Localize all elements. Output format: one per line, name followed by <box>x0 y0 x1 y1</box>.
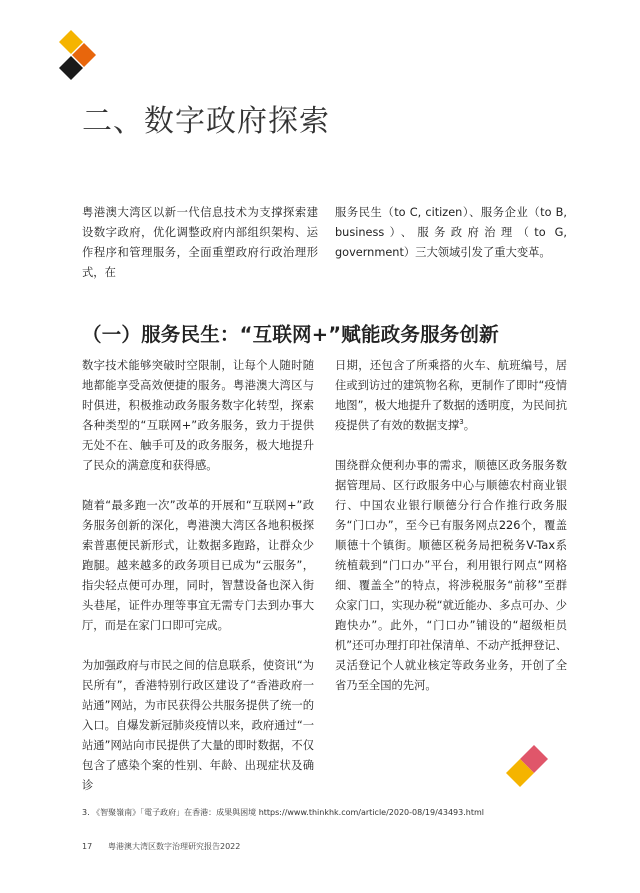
paragraph: 随着“最多跑一次”改革的开展和“互联网+”政务服务创新的深化，粤港澳大湾区各地积极探索普惠便民新形式，让数据多跑路，让群众少跑腿。越来越多的政务项目已成为“云服务”，指尖轻点便可办理，同时，智慧设备也深入街头巷尾，证件办理等事宜无需专门去到办事大厅，而是在家门口即可完成。 <box>82 499 314 632</box>
corner-logo-icon <box>55 30 100 90</box>
paragraph: 为加强政府与市民之间的信息联系，使资讯“为民所有”，香港特别行政区建设了“香港政府一站通”网站，为市民获得公共服务提供了统一的入口。自爆发新冠肺炎疫情以来，政府通过“一站通”网站向市民提供了大量的即时数据，不仅包含了感染个案的性别、年龄、出现症状及确诊 <box>82 659 314 792</box>
left-column <box>82 356 314 816</box>
paragraph <box>335 356 567 436</box>
intro-paragraph-left: 粤港澳大湾区以新一代信息技术为支撑探索建设数字政府，优化调整政府内部组织架构、运作程序和管理服务，全面重塑政府行政治理形式，在 <box>82 206 318 279</box>
corner-decoration-icon <box>504 745 552 790</box>
page-number: 17 <box>82 842 93 851</box>
paragraph-end: 。 <box>463 419 476 432</box>
footnote-ref[interactable]: 3 <box>459 418 464 427</box>
right-column <box>335 356 567 716</box>
report-name: 粤港澳大湾区数字治理研究报告2022 <box>108 842 241 851</box>
intro-right <box>335 203 567 263</box>
paragraph: 数字技术能够突破时空限制，让每个人随时随地都能享受高效便捷的服务。粤港澳大湾区与时俱进，积极推动政务服务数字化转型，探索各种类型的“互联网+”政务服务，致力于提供无处不在、触手可及的政务服务，极大地提升了民众的满意度和获得感。 <box>82 359 314 472</box>
intro-paragraph-right: 服务民生（to C, citizen）、服务企业（to B, business）、服务政府治理（to G, government）三大领域引发了重大变革。 <box>335 206 567 259</box>
intro-left <box>82 203 318 283</box>
paragraph-text: 日期，还包含了所乘搭的火车、航班编号，居住或到访过的建筑物名称，更制作了即时“疫情地图”，极大地提升了数据的透明度，为民间抗疫提供了有效的数据支撑 <box>335 359 567 432</box>
paragraph: 围绕群众便利办事的需求，顺德区政务服务数据管理局、区行政服务中心与顺德农村商业银行、中国农业银行顺德分行合作推行政务服务“门口办”，至今已有服务网点226个，覆盖顺德十个镇街。顺德区税务局把税务V-Tax系统植载到“门口办”平台，利用银行网点“网格细、覆盖全”的特点，将涉税服务“前移”至群众家门口，实现办税“就近能办、多点可办、少跑快办”。此外，“门口办”铺设的“超级柜员机”还可办理打印社保清单、不动产抵押登记、灵活登记个人就业核定等政务业务，开创了全省乃至全国的先河。 <box>335 459 567 692</box>
page-footer <box>82 841 240 852</box>
footnote: 3. 《智聚嶺南》「電子政府」在香港：成果與困境 https://www.thinkhk.com/article/2020-08/19/43493.html <box>82 808 484 817</box>
section-title: （一）服务民生：“互联网+”赋能政务服务创新 <box>82 323 499 347</box>
page-title: 二、数字政府探索 <box>82 104 330 140</box>
